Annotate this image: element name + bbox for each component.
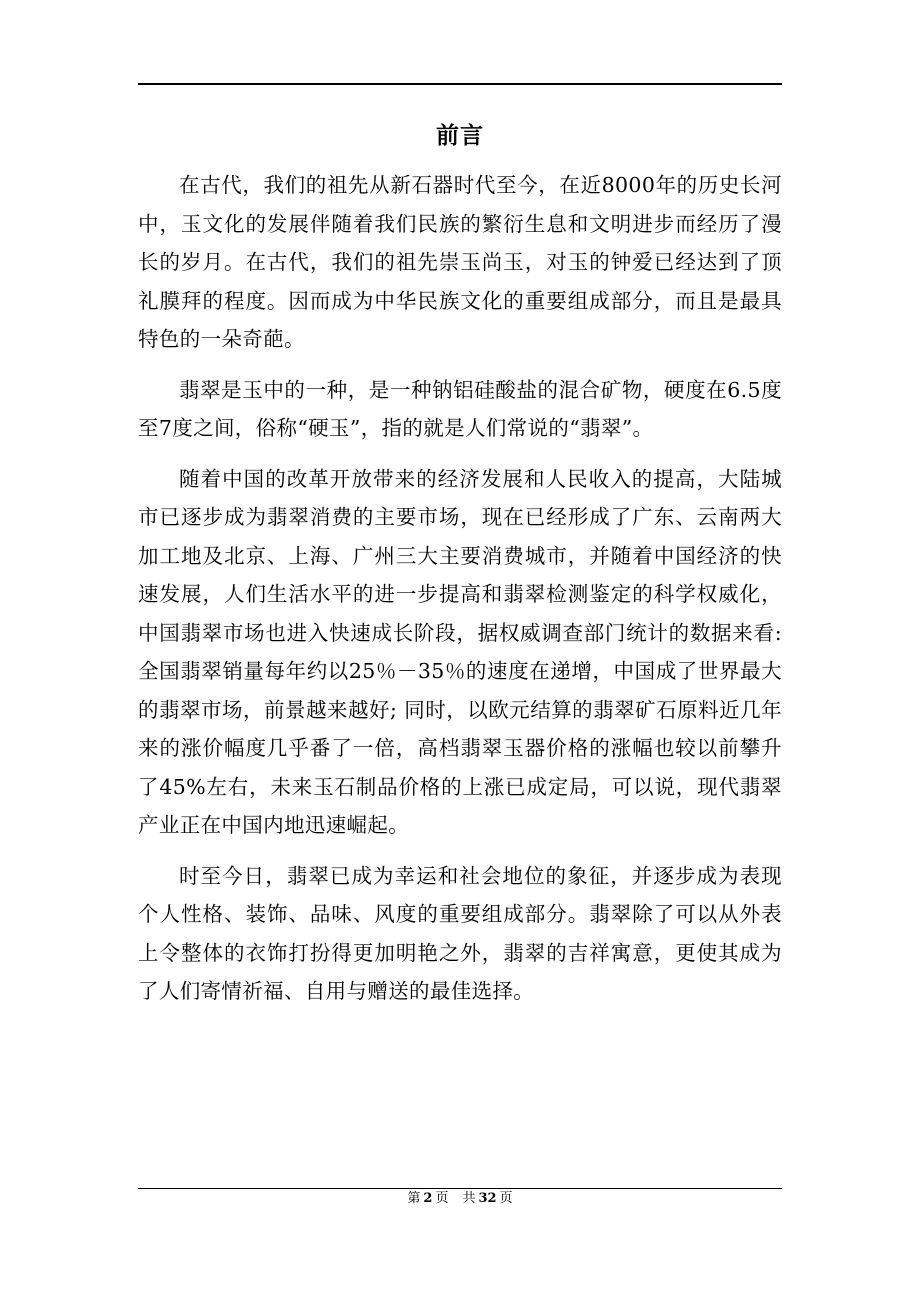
body-text xyxy=(138,166,782,1023)
paragraph-4: 时至今日，翡翠已成为幸运和社会地位的象征，并逐步成为表现个人性格、装饰、品味、风度的重要组成部分。翡翠除了可以从外表上令整体的衣饰打扮得更加明艳之外，翡翠的吉祥寓意，更使其成为了人们寄情祈福、自用与赠送的最佳选择。 xyxy=(138,863,782,1003)
paragraph-3: 随着中国的改革开放带来的经济发展和人民收入的提高，大陆城市已逐步成为翡翠消费的主要市场，现在已经形成了广东、云南两大加工地及北京、上海、广州三大主要消费城市，并随着中国经济的快速发展，人们生活水平的进一步提高和翡翠检测鉴定的科学权威化，中国翡翠市场也进入快速成长阶段，据权威调查部门统计的数据来看:全国翡翠销量每年约以25％－35％的速度在递增，中国成了世界最大的翡翠市场，前景越来越好; 同时，以欧元结算的翡翠矿石原料近几年来的涨价幅度几乎番了一倍，高档翡翠玉器价格的涨幅也较以前攀升了45%左右，未来玉石制品价格的上涨已成定局，可以说，现代翡翠产业正在中国内地迅速崛起。 xyxy=(138,466,782,837)
page-footer xyxy=(138,1190,782,1208)
page-suffix: 页 xyxy=(435,1191,449,1206)
total-pages: 32 xyxy=(478,1191,497,1206)
footer-rule xyxy=(138,1188,782,1189)
header-rule xyxy=(138,83,782,85)
total-suffix: 页 xyxy=(499,1191,513,1206)
paragraph-2: 翡翠是玉中的一种，是一种钠铝硅酸盐的混合矿物，硬度在6.5度至7度之间，俗称“硬玉”，指的就是人们常说的“翡翠”。 xyxy=(138,377,782,440)
paragraph-1: 在古代，我们的祖先从新石器时代至今，在近8000年的历史长河中，玉文化的发展伴随着我们民族的繁衍生息和文明进步而经历了漫长的岁月。在古代，我们的祖先崇玉尚玉，对玉的钟爱已经达到了顶礼膜拜的程度。因而成为中华民族文化的重要组成部分，而且是最具特色的一朵奇葩。 xyxy=(138,173,782,351)
page-prefix: 第 xyxy=(407,1191,421,1206)
total-prefix: 共 xyxy=(462,1191,476,1206)
page-number: 2 xyxy=(423,1191,433,1206)
page-title: 前言 xyxy=(436,122,484,149)
